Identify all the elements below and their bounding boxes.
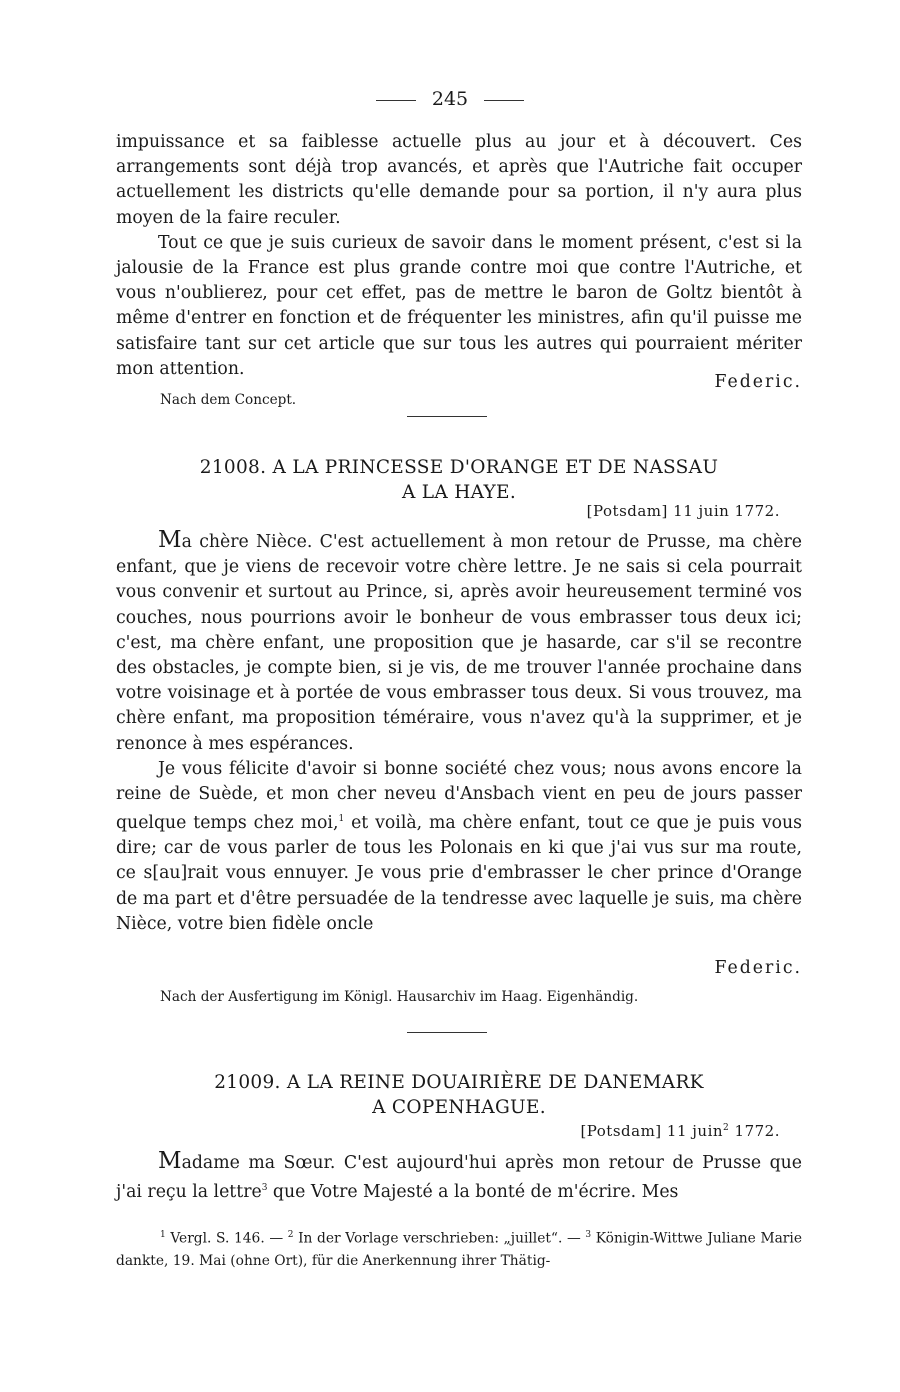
letter1-paragraph-1: Ma chère Nièce. C'est actuellement à mon retour de Prusse, ma chère enfant, que je viens de recevoir votre chère lettre. Je ne sais si cela pourrait vous convenir et surtout au Prince, si, après avoir heureusement terminé vos couches, nous pourrions avoir le bonheur de vous embrasser tous deux ici; c'est, ma chère enfant, une proposition que je hasarde, car s'il se recontre des obstacles, je compte bien, si je vis, de me trouver l'année prochaine dans votre voisinage et à portée de vous embrasser tous deux. Si vous trouvez, ma chère enfant, ma proposition téméraire, vous n'avez qu'à la supprimer, et je renonce à mes espérances. [116,527,802,754]
letter1-paragraph-2: Je vous félicite d'avoir si bonne société chez vous; nous avons encore la reine de Suède, et mon cher neveu d'Ansbach vient en peu de jours passer quelque temps chez moi,$^1$ et voilà, ma chère enfant, tout ce que je puis vous dire; car de vous parler de tous les Polonais en ki que j'ai vus sur ma route, ce s[au]rait vous ennuyer. Je vous prie d'embrasser le cher prince d'Orange de ma part et d'être persuadée de la tendresse avec laquelle je suis, ma chère Nièce, votre bien fidèle oncle [116,758,802,934]
letter2-dropcap: M [158,1148,182,1174]
page-header [0,88,900,110]
header-rule-left [376,100,416,101]
letter1-heading [116,455,802,505]
page-number: 245 [431,88,469,110]
intro-section [116,130,802,382]
letter1-source-note: Nach der Ausfertigung im Königl. Hausarchiv im Haag. Eigenhändig. [160,989,639,1005]
letter1-title-line1: A LA PRINCESSE D'ORANGE ET DE NASSAU [272,457,719,478]
footnote-ref-3: 3 [261,1183,268,1194]
intro-paragraph-2: Tout ce que je suis curieux de savoir dans le moment présent, c'est si la jalousie de la France est plus grande contre moi que contre l'Autriche, et vous n'oublierez, pour cet effet, pas de mettre le baron de Goltz bientôt à même d'entrer en fonction et de fréquenter les ministres, afin qu'il puisse me satisfaire tant sur cet article que sur tous les autres qui pourraient mériter mon attention. [116,232,802,379]
intro-paragraph-1: impuissance et sa faiblesse actuelle plus au jour et à découvert. Ces arrangements sont déjà trop avancés, et après que l'Autriche fait occuper actuellement les districts qu'elle demande pour sa portion, il n'y aura plus moyen de la faire reculer. [116,132,802,228]
letter1-number: 21008. [199,457,267,478]
letter1-body [116,528,802,937]
footnotes: $^1$ Vergl. S. 146. — $^2$ In der Vorlage verschrieben: „juillet“. — $^3$ Königin-Wittwe Juliane Marie dankte, 19. Mai (ohne Ort), für die Anerkennung ihrer Thätig- [116,1230,802,1269]
letter1-dropcap: M [158,527,182,553]
letter1-date: [Potsdam] 11 juin 1772. [586,502,780,520]
letter2-number: 21009. [214,1072,281,1093]
letter1-title-line2: A LA HAYE. [401,482,517,503]
section-divider [407,416,487,417]
letter2-paragraph-1: Madame ma Sœur. C'est aujourd'hui après mon retour de Prusse que j'ai reçu la lettre$^3$ que Votre Majesté a la bonté de m'écrire. Mes [116,1148,802,1202]
letter1-signature: Federic. [714,958,802,978]
letter2-title-line1: A LA REINE DOUAIRIÈRE DE DANEMARK [286,1072,704,1093]
letter2-date: [Potsdam] 11 juin$^2$ 1772. [580,1122,780,1140]
letter2-heading [116,1070,802,1120]
section-divider [407,1032,487,1033]
header-rule-right [484,100,524,101]
footnote-ref-2: 2 [723,1123,730,1133]
letter2-body [116,1149,802,1205]
intro-signature: Federic. [714,372,802,392]
intro-source-note: Nach dem Concept. [160,392,297,408]
letter2-title-line2: A COPENHAGUE. [372,1097,546,1118]
footnote-ref-1: 1 [338,814,345,825]
